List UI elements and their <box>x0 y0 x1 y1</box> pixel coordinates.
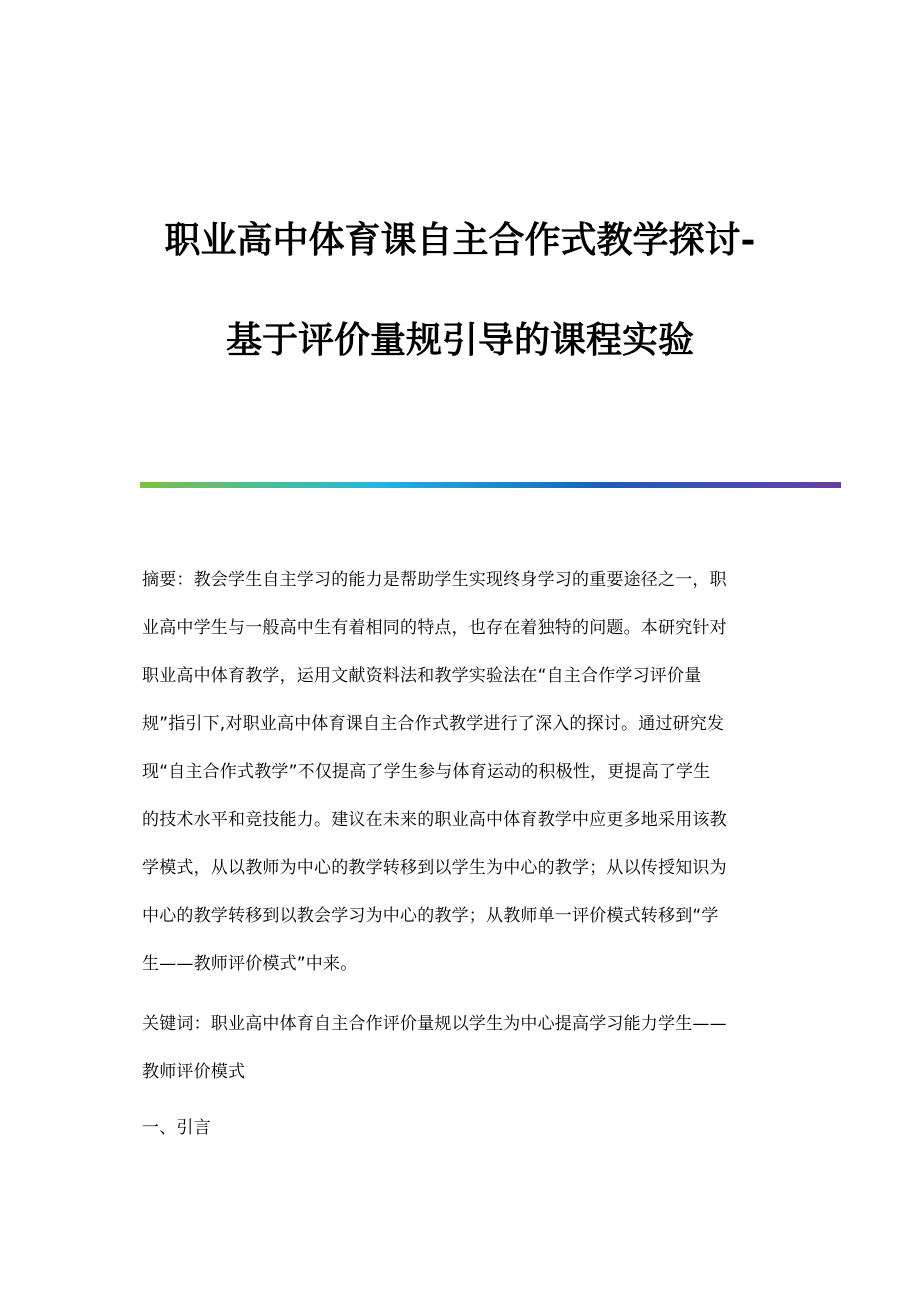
abstract-line: 摘要：教会学生自主学习的能力是帮助学生实现终身学习的重要途径之一，职 <box>142 570 727 590</box>
gradient-divider <box>140 482 841 488</box>
section-heading <box>142 1104 782 1152</box>
keywords-paragraph <box>142 1000 782 1096</box>
keywords-line: 教师评价模式 <box>142 1062 246 1082</box>
abstract-line: 职业高中体育教学，运用文献资料法和教学实验法在“自主合作学习评价量 <box>142 666 702 686</box>
abstract-line: 学模式，从以教师为中心的教学转移到以学生为中心的教学；从以传授知识为 <box>142 858 727 878</box>
abstract-line: 的技术水平和竞技能力。建议在未来的职业高中体育教学中应更多地采用该教 <box>142 810 727 830</box>
document-title-line-2: 基于评价量规引导的课程实验 <box>225 319 694 361</box>
document-title-line-1: 职业高中体育课自主合作式教学探讨- <box>164 219 756 261</box>
keywords-line: 关键词：职业高中体育自主合作评价量规以学生为中心提高学习能力学生—— <box>142 1014 727 1034</box>
abstract-line: 中心的教学转移到以教会学习为中心的教学；从教师单一评价模式转移到“学 <box>142 906 719 926</box>
section-heading-text: 一、引言 <box>142 1118 211 1138</box>
abstract-line: 现“自主合作式教学”不仅提高了学生参与体育运动的积极性，更提高了学生 <box>142 762 711 782</box>
abstract-line: 业高中学生与一般高中生有着相同的特点，也存在着独特的问题。本研究针对 <box>142 618 727 638</box>
abstract-line: 生——教师评价模式”中来。 <box>142 954 358 974</box>
abstract-paragraph <box>142 556 782 988</box>
abstract-line: 规”指引下,对职业高中体育课自主合作式教学进行了深入的探讨。通过研究发 <box>142 714 725 734</box>
